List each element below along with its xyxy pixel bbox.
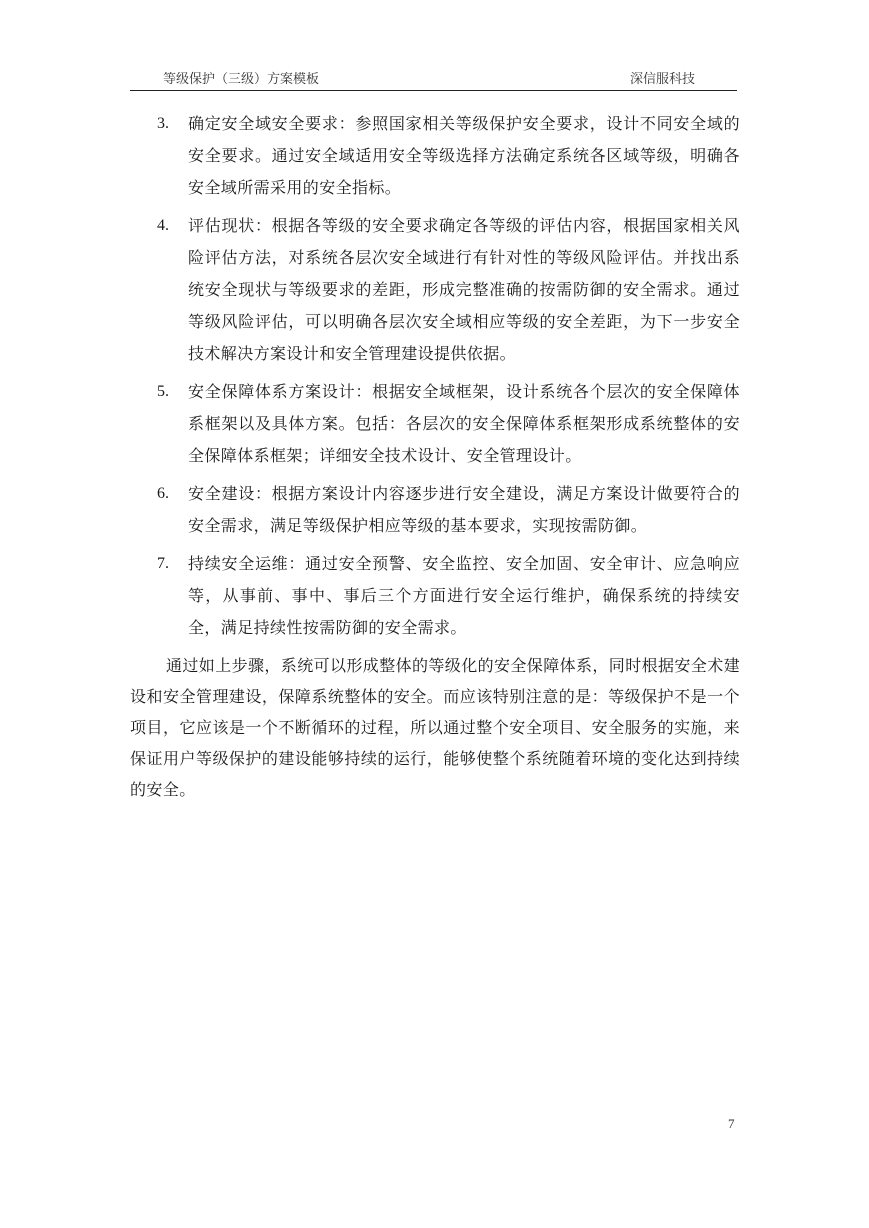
step-text: 评估现状：根据各等级的安全要求确定各等级的评估内容，根据国家相关风险评估方法，对系统各层次安全域进行有针对性的等级风险评估。并找出系统安全现状与等级要求的差距，形成完整准确的按需防御的安全需求。通过等级风险评估，可以明确各层次安全域相应等级的安全差距，为下一步安全技术解决方案设计和安全管理建设提供依据。 [188,216,740,363]
header-company-name: 深信服科技 [629,72,695,87]
header-document-title: 等级保护（三级）方案模板 [163,72,320,87]
page-body [130,108,740,821]
step-text: 安全建设：根据方案设计内容逐步进行安全建设，满足方案设计做要符合的安全需求，满足等级保护相应等级的基本要求，实现按需防御。 [188,484,740,535]
summary-paragraph: 通过如上步骤，系统可以形成整体的等级化的安全保障体系，同时根据安全术建设和安全管理建设，保障系统整体的安全。而应该特别注意的是：等级保护不是一个项目，它应该是一个不断循环的过程，所以通过整个安全项目、安全服务的实施，来保证用户等级保护的建设能够持续的运行，能够使整个系统随着环境的变化达到持续的安全。 [130,656,741,799]
step-number: 3. [157,115,169,132]
step-text: 安全保障体系方案设计：根据安全域框架，设计系统各个层次的安全保障体系框架以及具体方案。包括：各层次的安全保障体系框架形成系统整体的安全保障体系框架；详细安全技术设计、安全管理设计。 [188,382,740,465]
step-item-7 [130,548,740,644]
step-number: 7. [157,555,169,572]
page-number: 7 [728,1116,735,1131]
step-text: 持续安全运维：通过安全预警、安全监控、安全加固、安全审计、应急响应等，从事前、事中、事后三个方面进行安全运行维护，确保系统的持续安全，满足持续性按需防御的安全需求。 [188,554,740,637]
step-number: 6. [157,485,169,502]
page-header [130,66,737,91]
step-item-5 [130,376,740,472]
step-text: 确定安全域安全要求：参照国家相关等级保护安全要求，设计不同安全域的安全要求。通过安全域适用安全等级选择方法确定系统各区域等级，明确各安全域所需采用的安全指标。 [188,114,740,197]
step-list [130,108,740,644]
step-item-4 [130,210,740,370]
step-item-6 [130,478,740,542]
step-number: 4. [157,217,169,234]
step-number: 5. [157,383,169,400]
step-item-3 [130,108,740,204]
